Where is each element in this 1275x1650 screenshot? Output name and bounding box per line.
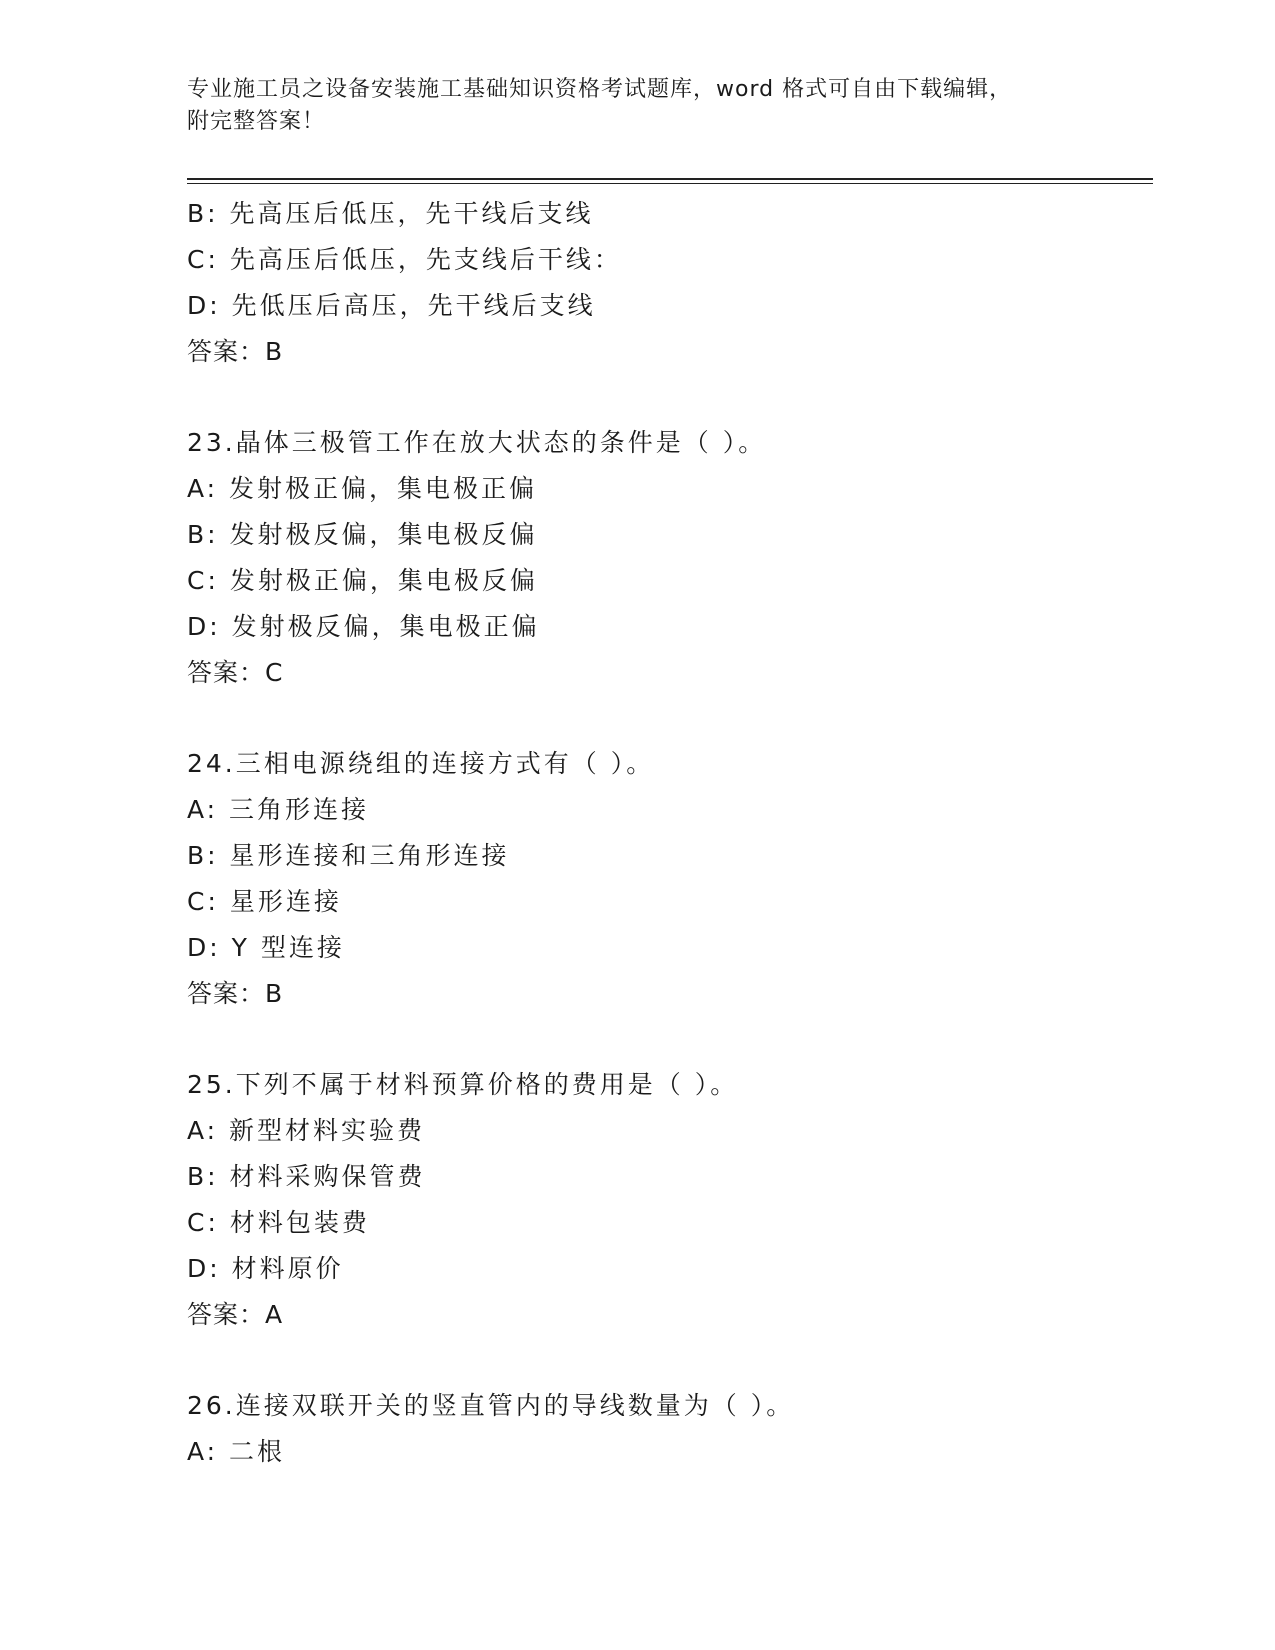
question-stem: 26.连接双联开关的竖直管内的导线数量为（ ）。 [187, 1391, 795, 1420]
question-24 [187, 741, 1147, 1017]
carryover-question [187, 191, 1147, 375]
question-stem: 23.晶体三极管工作在放大状态的条件是（ ）。 [187, 428, 767, 457]
header-line-1: 专业施工员之设备安装施工基础知识资格考试题库，word 格式可自由下载编辑， [187, 77, 1013, 102]
header-divider-thick [187, 178, 1153, 180]
option-b: B: 星形连接和三角形连接 [187, 841, 510, 870]
option-b: B: 发射极反偏，集电极反偏 [187, 520, 538, 549]
document-header [187, 74, 1087, 138]
header-line-2: 附完整答案！ [187, 109, 326, 134]
question-stem: 25.下列不属于材料预算价格的费用是（ ）。 [187, 1070, 739, 1099]
option-d: D: 材料原价 [187, 1254, 344, 1283]
answer-line: 答案：A [187, 1300, 284, 1329]
option-d: D: 发射极反偏，集电极正偏 [187, 612, 540, 641]
option-b: B: 先高压后低压，先干线后支线 [187, 199, 594, 228]
header-divider-thin [187, 183, 1153, 184]
option-c: C: 星形连接 [187, 887, 342, 916]
option-c: C: 先高压后低压，先支线后干线： [187, 245, 622, 274]
option-d: D: Y 型连接 [187, 933, 345, 962]
answer-line: 答案：B [187, 337, 284, 366]
option-c: C: 发射极正偏，集电极反偏 [187, 566, 538, 595]
question-25 [187, 1062, 1147, 1338]
question-list [187, 191, 1147, 1475]
option-d: D: 先低压后高压，先干线后支线 [187, 291, 596, 320]
option-a: A: 新型材料实验费 [187, 1116, 426, 1145]
question-23 [187, 420, 1147, 696]
question-stem: 24.三相电源绕组的连接方式有（ ）。 [187, 749, 655, 778]
question-26 [187, 1383, 1147, 1475]
option-a: A: 发射极正偏，集电极正偏 [187, 474, 538, 503]
option-c: C: 材料包装费 [187, 1208, 370, 1237]
option-a: A: 二根 [187, 1437, 286, 1466]
answer-line: 答案：C [187, 658, 284, 687]
option-b: B: 材料采购保管费 [187, 1162, 426, 1191]
answer-line: 答案：B [187, 979, 284, 1008]
option-a: A: 三角形连接 [187, 795, 370, 824]
